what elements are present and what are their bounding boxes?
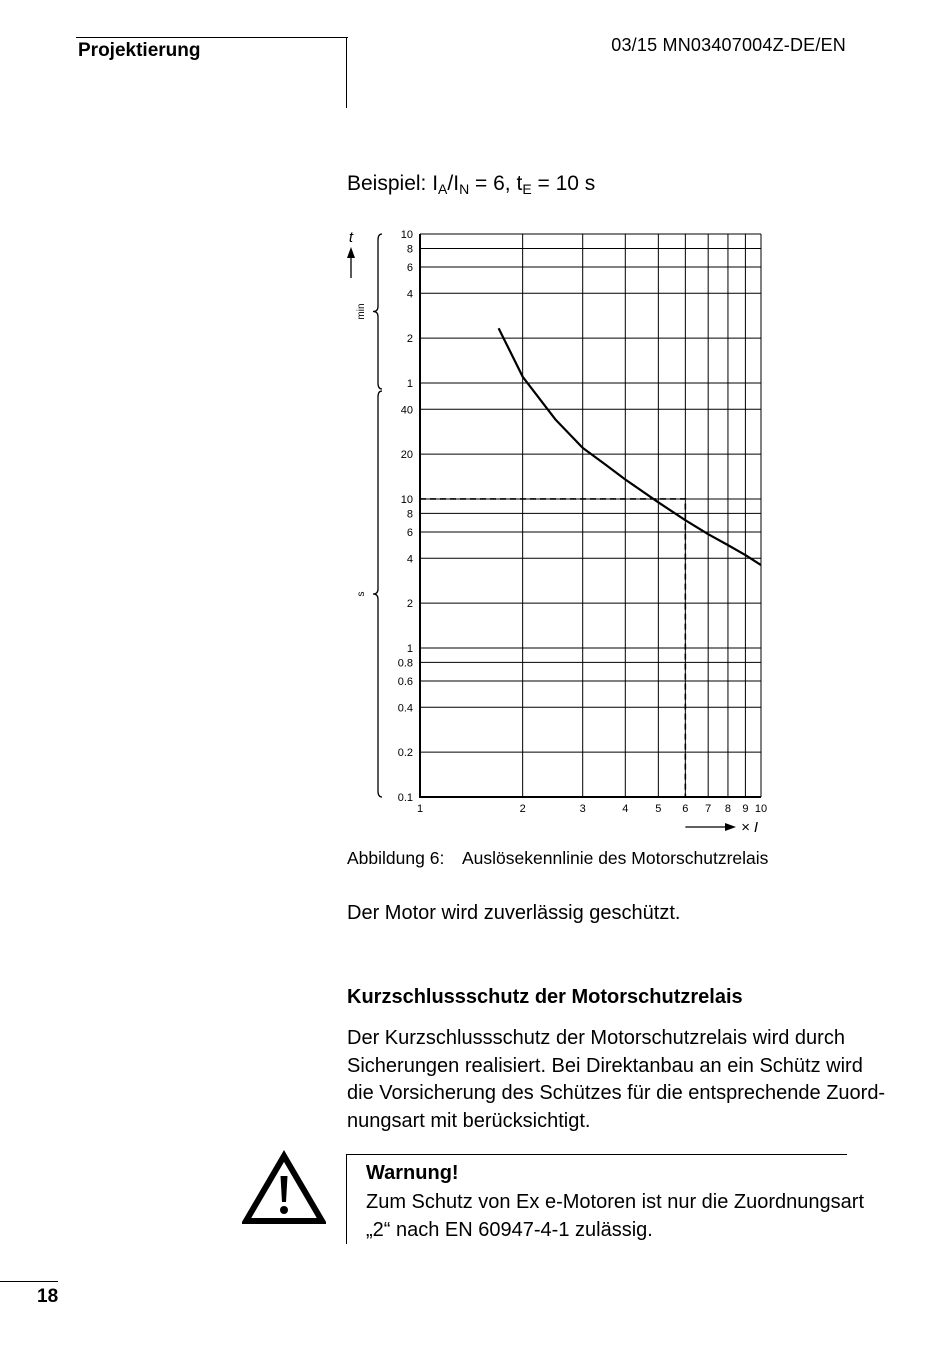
y-unit-seconds-label: s <box>356 591 367 597</box>
x-tick-label: 5 <box>655 803 662 815</box>
y-axis-arrowhead <box>347 247 355 258</box>
warning-line: „2“ nach EN 60947-4-1 zulässig. <box>366 1219 653 1241</box>
trip-curve <box>499 328 761 565</box>
y-tick-label: 0.8 <box>397 657 413 670</box>
x-tick-label: 8 <box>724 803 732 815</box>
document-code: 03/15 MN03407004Z-DE/EN <box>611 35 846 55</box>
x-axis-label: × I <box>741 819 759 836</box>
subheading: Kurzschlussschutz der Motorschutzrelais <box>347 986 743 1008</box>
trip-characteristic-chart <box>330 220 780 840</box>
footer-rule <box>0 1281 58 1282</box>
x-tick-label: 4 <box>622 803 629 815</box>
paragraph-line: Der Kurzschlussschutz der Motorschutzrelais wird durch <box>347 1027 845 1049</box>
example-prefix: Beispiel: I <box>347 172 439 195</box>
y-tick-label: 40 <box>400 404 413 417</box>
warning-triangle-icon <box>242 1150 326 1231</box>
y-tick-label: 0.6 <box>397 676 413 689</box>
example-sub-e: E <box>522 181 532 197</box>
example-sub-n: N <box>459 181 470 197</box>
warning-rule-vertical <box>346 1154 347 1244</box>
x-axis-arrowhead <box>725 823 736 831</box>
y-tick-label-minutes: 10 <box>400 229 413 241</box>
y-tick-label: 20 <box>400 449 413 462</box>
body-paragraph <box>347 1025 886 1135</box>
y-tick-label: 0.2 <box>397 747 413 760</box>
y-tick-label-minutes: 8 <box>406 243 413 256</box>
y-tick-label: 2 <box>406 598 413 611</box>
section-title: Projektierung <box>78 40 201 61</box>
y-tick-label: 10 <box>400 493 413 506</box>
example-slash: /I <box>447 172 460 195</box>
example-suffix: = 10 s <box>531 172 596 195</box>
y-tick-label-minutes: 6 <box>406 262 413 275</box>
y-unit-minutes-label: min <box>356 303 367 320</box>
motor-statement: Der Motor wird zuverlässig geschützt. <box>347 902 681 924</box>
example-formula <box>347 172 595 197</box>
x-tick-label: 10 <box>754 803 768 815</box>
y-tick-label: 6 <box>406 527 413 540</box>
paragraph-line: Sicherungen realisiert. Bei Direktanbau an ein Schütz wird <box>347 1054 863 1077</box>
header-rule-vertical <box>346 37 347 108</box>
y-tick-label-minutes: 1 <box>406 378 413 391</box>
y-tick-label: 1 <box>406 642 413 655</box>
x-tick-label: 7 <box>705 803 712 815</box>
y-tick-label: 4 <box>406 553 413 566</box>
paragraph-line: nungsart mit berücksichtigt. <box>347 1109 591 1132</box>
y-tick-label: 8 <box>406 508 413 521</box>
y-tick-label-minutes: 4 <box>406 288 413 301</box>
warning-title: Warnung! <box>366 1162 459 1184</box>
example-mid: = 6, t <box>469 172 523 195</box>
warning-rule <box>346 1154 847 1155</box>
y-tick-label: 0.4 <box>397 702 413 715</box>
example-sub-a: A <box>438 181 448 197</box>
warning-line: Zum Schutz von Ex e-Motoren ist nur die Zuordnungsart <box>366 1191 865 1213</box>
header-rule <box>76 37 348 38</box>
page-number: 18 <box>37 1286 59 1307</box>
x-tick-label: 9 <box>742 803 749 815</box>
warning-body <box>366 1188 864 1244</box>
seconds-brace <box>373 391 382 797</box>
y-axis-label: t <box>348 229 354 246</box>
minutes-brace <box>373 234 382 389</box>
x-tick-label: 1 <box>416 803 424 815</box>
x-tick-label: 2 <box>519 803 526 815</box>
y-tick-label-minutes: 2 <box>406 333 413 346</box>
x-tick-label: 3 <box>579 803 586 815</box>
caption-number: Abbildung 6: <box>347 848 445 868</box>
figure-caption <box>347 848 768 869</box>
paragraph-line: die Vorsicherung des Schützes für die entsprechende Zuord- <box>347 1082 886 1104</box>
x-tick-label: 6 <box>682 803 689 815</box>
y-tick-label: 0.1 <box>397 792 413 804</box>
caption-text: Auslösekennlinie des Motorschutzrelais <box>462 848 769 868</box>
